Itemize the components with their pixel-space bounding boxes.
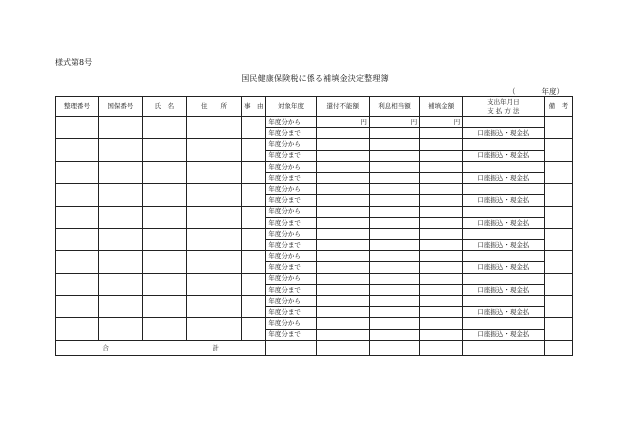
cell-shishutsu-date[interactable] bbox=[463, 296, 545, 307]
period-to: 年度分まで bbox=[266, 128, 316, 139]
cell-kanpu-funo-gaku[interactable] bbox=[316, 139, 369, 150]
total-label-second: 計 bbox=[212, 343, 219, 352]
cell-risoku-soto-gaku-2[interactable] bbox=[369, 172, 419, 183]
cell-shishutsu-date[interactable] bbox=[463, 228, 545, 239]
cell-biko[interactable] bbox=[544, 251, 572, 273]
cell-jusho[interactable] bbox=[186, 318, 241, 340]
cell-kokuho-bango[interactable] bbox=[98, 228, 142, 250]
cell-risoku-soto-gaku[interactable] bbox=[369, 139, 419, 150]
cell-risoku-soto-gaku[interactable] bbox=[369, 296, 419, 307]
cell-kanpu-funo-gaku-2[interactable] bbox=[316, 262, 369, 273]
period-to: 年度分まで bbox=[266, 262, 316, 273]
total-row bbox=[56, 340, 573, 355]
cell-shimei[interactable] bbox=[142, 228, 186, 250]
cell-hoten-kingaku[interactable] bbox=[420, 139, 463, 150]
cell-shishutsu-date[interactable] bbox=[463, 318, 545, 329]
payment-method[interactable]: 口座振込・現金払 bbox=[463, 217, 545, 228]
cell-kanpu-funo-gaku-2[interactable] bbox=[316, 284, 369, 295]
cell-risoku-soto-gaku-2[interactable] bbox=[369, 195, 419, 206]
header-taisho-nendo: 対象年度 bbox=[266, 97, 316, 117]
cell-risoku-soto-gaku-2[interactable] bbox=[369, 284, 419, 295]
cell-biko[interactable] bbox=[544, 206, 572, 228]
payment-method[interactable]: 口座振込・現金払 bbox=[463, 128, 545, 139]
cell-shimei[interactable] bbox=[142, 161, 186, 183]
header-shishutsu-date: 支出年月日 bbox=[487, 97, 520, 106]
cell-risoku-soto-gaku[interactable] bbox=[369, 318, 419, 329]
payment-method[interactable]: 口座振込・現金払 bbox=[463, 262, 545, 273]
cell-kokuho-bango[interactable] bbox=[98, 318, 142, 340]
total-cell-period[interactable] bbox=[266, 340, 316, 355]
cell-risoku-soto-gaku[interactable]: 円 bbox=[369, 117, 419, 128]
table-row bbox=[56, 161, 573, 172]
period-to: 年度分まで bbox=[266, 150, 316, 161]
cell-shimei[interactable] bbox=[142, 273, 186, 295]
cell-shimei[interactable] bbox=[142, 296, 186, 318]
table-row bbox=[56, 139, 573, 150]
payment-method[interactable]: 口座振込・現金払 bbox=[463, 329, 545, 340]
cell-biko[interactable] bbox=[544, 318, 572, 340]
cell-kanpu-funo-gaku[interactable] bbox=[316, 161, 369, 172]
cell-kanpu-funo-gaku[interactable] bbox=[316, 251, 369, 262]
cell-kanpu-funo-gaku-2[interactable] bbox=[316, 240, 369, 251]
cell-hoten-kingaku-2[interactable] bbox=[420, 329, 463, 340]
cell-jusho[interactable] bbox=[186, 184, 241, 206]
header-hoten-kingaku: 補填金額 bbox=[420, 97, 463, 117]
cell-jiyu[interactable] bbox=[242, 318, 266, 340]
cell-seiri-bango[interactable] bbox=[56, 251, 99, 273]
form-number: 様式第8号 bbox=[55, 58, 93, 67]
header-kokuho-bango: 国保番号 bbox=[98, 97, 142, 117]
cell-kokuho-bango[interactable] bbox=[98, 139, 142, 161]
cell-kanpu-funo-gaku-2[interactable] bbox=[316, 217, 369, 228]
cell-shimei[interactable] bbox=[142, 251, 186, 273]
cell-hoten-kingaku-2[interactable] bbox=[420, 284, 463, 295]
cell-seiri-bango[interactable] bbox=[56, 206, 99, 228]
cell-jiyu[interactable] bbox=[242, 184, 266, 206]
cell-risoku-soto-gaku-2[interactable] bbox=[369, 307, 419, 318]
cell-kanpu-funo-gaku[interactable] bbox=[316, 296, 369, 307]
cell-seiri-bango[interactable] bbox=[56, 117, 99, 139]
cell-jiyu[interactable] bbox=[242, 206, 266, 228]
cell-hoten-kingaku-2[interactable] bbox=[420, 172, 463, 183]
cell-risoku-soto-gaku[interactable] bbox=[369, 161, 419, 172]
table-row bbox=[56, 206, 573, 217]
cell-hoten-kingaku[interactable] bbox=[420, 296, 463, 307]
cell-biko[interactable] bbox=[544, 228, 572, 250]
payment-method[interactable]: 口座振込・現金払 bbox=[463, 150, 545, 161]
payment-method[interactable]: 口座振込・現金払 bbox=[463, 195, 545, 206]
cell-kanpu-funo-gaku-2[interactable] bbox=[316, 195, 369, 206]
cell-jusho[interactable] bbox=[186, 296, 241, 318]
cell-hoten-kingaku-2[interactable] bbox=[420, 262, 463, 273]
cell-risoku-soto-gaku[interactable] bbox=[369, 251, 419, 262]
payment-method[interactable]: 口座振込・現金払 bbox=[463, 307, 545, 318]
period-from: 年度分から bbox=[266, 273, 316, 284]
cell-jiyu[interactable] bbox=[242, 161, 266, 183]
cell-shimei[interactable] bbox=[142, 117, 186, 139]
period-from: 年度分から bbox=[266, 206, 316, 217]
cell-shishutsu-date[interactable] bbox=[463, 184, 545, 195]
cell-shimei[interactable] bbox=[142, 139, 186, 161]
cell-shimei[interactable] bbox=[142, 318, 186, 340]
cell-seiri-bango[interactable] bbox=[56, 161, 99, 183]
period-to: 年度分まで bbox=[266, 284, 316, 295]
period-to: 年度分まで bbox=[266, 172, 316, 183]
cell-risoku-soto-gaku[interactable] bbox=[369, 206, 419, 217]
cell-jusho[interactable] bbox=[186, 273, 241, 295]
payment-method[interactable]: 口座振込・現金払 bbox=[463, 172, 545, 183]
cell-kokuho-bango[interactable] bbox=[98, 273, 142, 295]
cell-kokuho-bango[interactable] bbox=[98, 206, 142, 228]
cell-seiri-bango[interactable] bbox=[56, 184, 99, 206]
cell-biko[interactable] bbox=[544, 273, 572, 295]
period-to: 年度分まで bbox=[266, 329, 316, 340]
cell-kokuho-bango[interactable] bbox=[98, 296, 142, 318]
period-to: 年度分まで bbox=[266, 240, 316, 251]
cell-jiyu[interactable] bbox=[242, 273, 266, 295]
cell-kokuho-bango[interactable] bbox=[98, 117, 142, 139]
cell-biko[interactable] bbox=[544, 139, 572, 161]
cell-shishutsu-date[interactable] bbox=[463, 206, 545, 217]
cell-kokuho-bango[interactable] bbox=[98, 161, 142, 183]
cell-kanpu-funo-gaku[interactable]: 円 bbox=[316, 117, 369, 128]
cell-jusho[interactable] bbox=[186, 228, 241, 250]
total-label-first: 合 bbox=[102, 343, 109, 352]
cell-risoku-soto-gaku[interactable] bbox=[369, 228, 419, 239]
period-from: 年度分から bbox=[266, 318, 316, 329]
period-from: 年度分から bbox=[266, 251, 316, 262]
header-seiri-bango: 整理番号 bbox=[56, 97, 99, 117]
cell-jiyu[interactable] bbox=[242, 228, 266, 250]
cell-seiri-bango[interactable] bbox=[56, 318, 99, 340]
period-from: 年度分から bbox=[266, 296, 316, 307]
total-cell-biko[interactable] bbox=[544, 340, 572, 355]
cell-hoten-kingaku-2[interactable] bbox=[420, 150, 463, 161]
header-jiyu: 事 由 bbox=[242, 97, 266, 117]
table-row bbox=[56, 228, 573, 239]
cell-hoten-kingaku[interactable] bbox=[420, 206, 463, 217]
cell-kanpu-funo-gaku[interactable] bbox=[316, 273, 369, 284]
cell-kanpu-funo-gaku-2[interactable] bbox=[316, 172, 369, 183]
cell-biko[interactable] bbox=[544, 184, 572, 206]
cell-seiri-bango[interactable] bbox=[56, 273, 99, 295]
cell-hoten-kingaku[interactable] bbox=[420, 251, 463, 262]
header-shishutsu bbox=[463, 97, 545, 117]
cell-hoten-kingaku[interactable] bbox=[420, 184, 463, 195]
header-shimei: 氏 名 bbox=[142, 97, 186, 117]
cell-risoku-soto-gaku-2[interactable] bbox=[369, 329, 419, 340]
period-from: 年度分から bbox=[266, 139, 316, 150]
cell-risoku-soto-gaku[interactable] bbox=[369, 273, 419, 284]
cell-hoten-kingaku[interactable] bbox=[420, 228, 463, 239]
cell-kanpu-funo-gaku-2[interactable] bbox=[316, 307, 369, 318]
cell-shishutsu-date[interactable] bbox=[463, 161, 545, 172]
cell-kanpu-funo-gaku-2[interactable] bbox=[316, 150, 369, 161]
cell-hoten-kingaku-2[interactable] bbox=[420, 128, 463, 139]
year-suffix: 年度） bbox=[541, 87, 564, 96]
cell-risoku-soto-gaku[interactable] bbox=[369, 184, 419, 195]
total-cell-hoten[interactable] bbox=[420, 340, 463, 355]
cell-shishutsu-date[interactable] bbox=[463, 117, 545, 128]
cell-seiri-bango[interactable] bbox=[56, 139, 99, 161]
table-row bbox=[56, 251, 573, 262]
cell-hoten-kingaku[interactable]: 円 bbox=[420, 117, 463, 128]
table-header-row bbox=[56, 97, 573, 117]
cell-hoten-kingaku[interactable] bbox=[420, 161, 463, 172]
cell-shishutsu-date[interactable] bbox=[463, 139, 545, 150]
cell-jiyu[interactable] bbox=[242, 139, 266, 161]
period-from: 年度分から bbox=[266, 117, 316, 128]
period-to: 年度分まで bbox=[266, 307, 316, 318]
cell-jusho[interactable] bbox=[186, 161, 241, 183]
payment-method[interactable]: 口座振込・現金払 bbox=[463, 240, 545, 251]
cell-risoku-soto-gaku-2[interactable] bbox=[369, 128, 419, 139]
period-from: 年度分から bbox=[266, 184, 316, 195]
table-row bbox=[56, 184, 573, 195]
cell-shimei[interactable] bbox=[142, 206, 186, 228]
cell-kokuho-bango[interactable] bbox=[98, 251, 142, 273]
total-cell-risoku[interactable] bbox=[369, 340, 419, 355]
period-from: 年度分から bbox=[266, 161, 316, 172]
total-label-cell bbox=[56, 340, 266, 355]
cell-kanpu-funo-gaku[interactable] bbox=[316, 318, 369, 329]
cell-risoku-soto-gaku-2[interactable] bbox=[369, 217, 419, 228]
cell-biko[interactable] bbox=[544, 117, 572, 139]
cell-kanpu-funo-gaku[interactable] bbox=[316, 206, 369, 217]
cell-biko[interactable] bbox=[544, 161, 572, 183]
cell-hoten-kingaku[interactable] bbox=[420, 273, 463, 284]
cell-risoku-soto-gaku-2[interactable] bbox=[369, 240, 419, 251]
cell-hoten-kingaku-2[interactable] bbox=[420, 307, 463, 318]
year-open-paren: （ bbox=[508, 87, 516, 96]
period-to: 年度分まで bbox=[266, 195, 316, 206]
cell-risoku-soto-gaku-2[interactable] bbox=[369, 262, 419, 273]
cell-jusho[interactable] bbox=[186, 139, 241, 161]
cell-shishutsu-date[interactable] bbox=[463, 251, 545, 262]
cell-jusho[interactable] bbox=[186, 206, 241, 228]
header-shiharai-hoho: 支 払 方 法 bbox=[487, 106, 520, 115]
cell-kanpu-funo-gaku[interactable] bbox=[316, 228, 369, 239]
cell-hoten-kingaku-2[interactable] bbox=[420, 240, 463, 251]
cell-hoten-kingaku[interactable] bbox=[420, 318, 463, 329]
cell-seiri-bango[interactable] bbox=[56, 228, 99, 250]
cell-hoten-kingaku-2[interactable] bbox=[420, 195, 463, 206]
cell-kanpu-funo-gaku[interactable] bbox=[316, 184, 369, 195]
period-from: 年度分から bbox=[266, 228, 316, 239]
table-row bbox=[56, 318, 573, 329]
register-table bbox=[55, 96, 573, 356]
cell-kanpu-funo-gaku-2[interactable] bbox=[316, 128, 369, 139]
table-row bbox=[56, 296, 573, 307]
cell-shishutsu-date[interactable] bbox=[463, 273, 545, 284]
cell-seiri-bango[interactable] bbox=[56, 296, 99, 318]
header-jusho: 住 所 bbox=[186, 97, 241, 117]
payment-method[interactable]: 口座振込・現金払 bbox=[463, 284, 545, 295]
cell-jiyu[interactable] bbox=[242, 117, 266, 139]
header-kanpu-funo-gaku: 還付不能額 bbox=[316, 97, 369, 117]
cell-jusho[interactable] bbox=[186, 117, 241, 139]
period-to: 年度分まで bbox=[266, 217, 316, 228]
cell-biko[interactable] bbox=[544, 296, 572, 318]
header-biko: 備 考 bbox=[544, 97, 572, 117]
cell-shimei[interactable] bbox=[142, 184, 186, 206]
document-title: 国民健康保険税に係る補填金決定整理簿 bbox=[241, 74, 389, 83]
cell-risoku-soto-gaku-2[interactable] bbox=[369, 150, 419, 161]
total-cell-kanpu[interactable] bbox=[316, 340, 369, 355]
cell-kanpu-funo-gaku-2[interactable] bbox=[316, 329, 369, 340]
table-row bbox=[56, 273, 573, 284]
cell-jiyu[interactable] bbox=[242, 251, 266, 273]
cell-jiyu[interactable] bbox=[242, 296, 266, 318]
total-cell-shishutsu[interactable] bbox=[463, 340, 545, 355]
cell-hoten-kingaku-2[interactable] bbox=[420, 217, 463, 228]
header-risoku-soto-gaku: 利息相当額 bbox=[369, 97, 419, 117]
table-row bbox=[56, 117, 573, 128]
cell-kokuho-bango[interactable] bbox=[98, 184, 142, 206]
cell-jusho[interactable] bbox=[186, 251, 241, 273]
